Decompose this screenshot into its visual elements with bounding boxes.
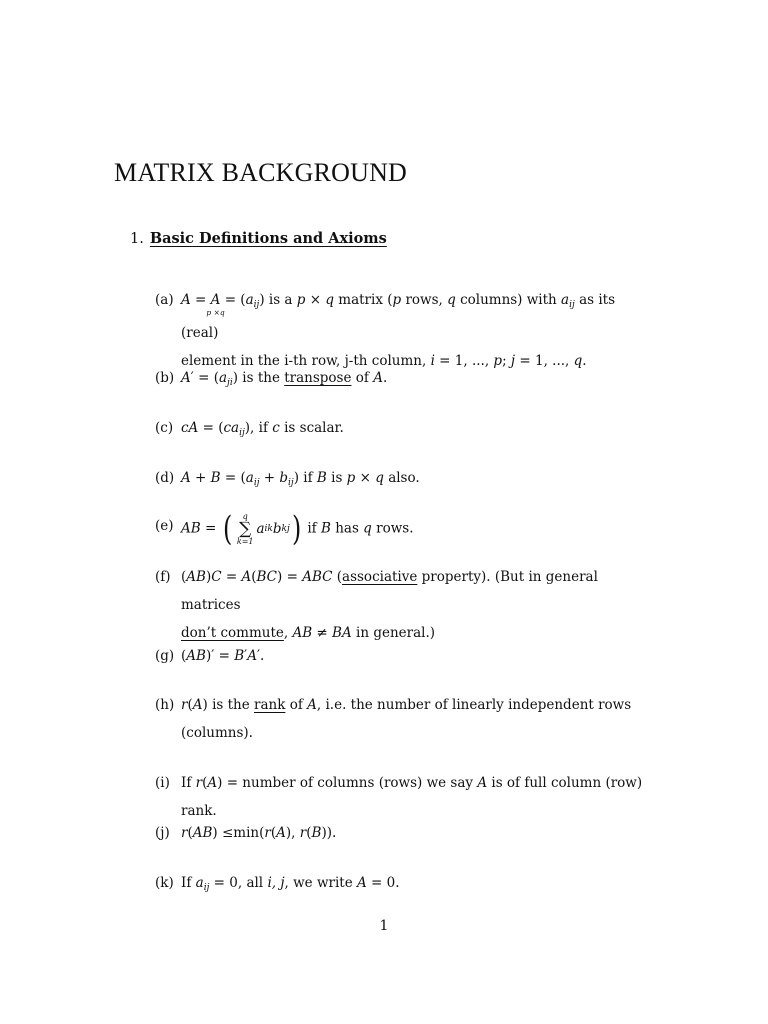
item-label: (g) <box>155 648 175 664</box>
item-k: (k) If $a_{ij} = 0$, all i, j, we write A = 0. <box>155 869 655 902</box>
item-label: (f) <box>155 569 171 585</box>
item-label: (e) <box>155 518 174 534</box>
item-c: (c) cA = $(ca_{ij})$, if c is scalar. <box>155 414 655 447</box>
item-e: (e) AB = ( q ∑ k=1 a ik b kj ) if B has q rows. <box>155 509 414 549</box>
item-g: (g) (AB)′ = B′A′. <box>155 642 655 670</box>
item-label: (d) <box>155 470 175 486</box>
item-label: (a) <box>155 292 174 308</box>
item-b: (b) $A' = (a_{ji})$ is the transpose of A. <box>155 364 655 397</box>
item-label: (b) <box>155 370 175 386</box>
page-title: MATRIX BACKGROUND <box>114 158 408 187</box>
item-j: (j) r(AB) ≤min(r(A), r(B)). <box>155 819 655 847</box>
item-h: (h) r(A) is the rank of A, i.e. the number of linearly independent rows (columns). <box>155 691 655 747</box>
item-label: (c) <box>155 420 174 436</box>
item-d: (d) $A + B = (a_{ij} + b_{ij})$ if B is p × q also. <box>155 464 655 497</box>
section-title: Basic Definitions and Axioms <box>149 230 387 247</box>
section-number: 1. <box>130 231 144 247</box>
item-a: (a) A = A p ×q = $(a_{ij})$ is a p × q matrix (p rows, q columns) with $a_{ij}$ as its (real) element in the i-th row, j-th column, i = 1, ..., p; j = 1, ..., q. <box>155 286 655 375</box>
item-f: (f) (AB)C = A(BC) = ABC (associative property). (But in general matrices don’t commute, AB ≠ BA in general.) <box>155 563 655 647</box>
item-label: (i) <box>155 775 170 791</box>
item-label: (h) <box>155 697 175 713</box>
item-label: (j) <box>155 825 170 841</box>
section-heading <box>130 230 387 247</box>
item-label: (k) <box>155 875 174 891</box>
page-number: 1 <box>379 918 389 934</box>
item-i: (i) If r(A) = number of columns (rows) we say A is of full column (row) rank. <box>155 769 655 825</box>
